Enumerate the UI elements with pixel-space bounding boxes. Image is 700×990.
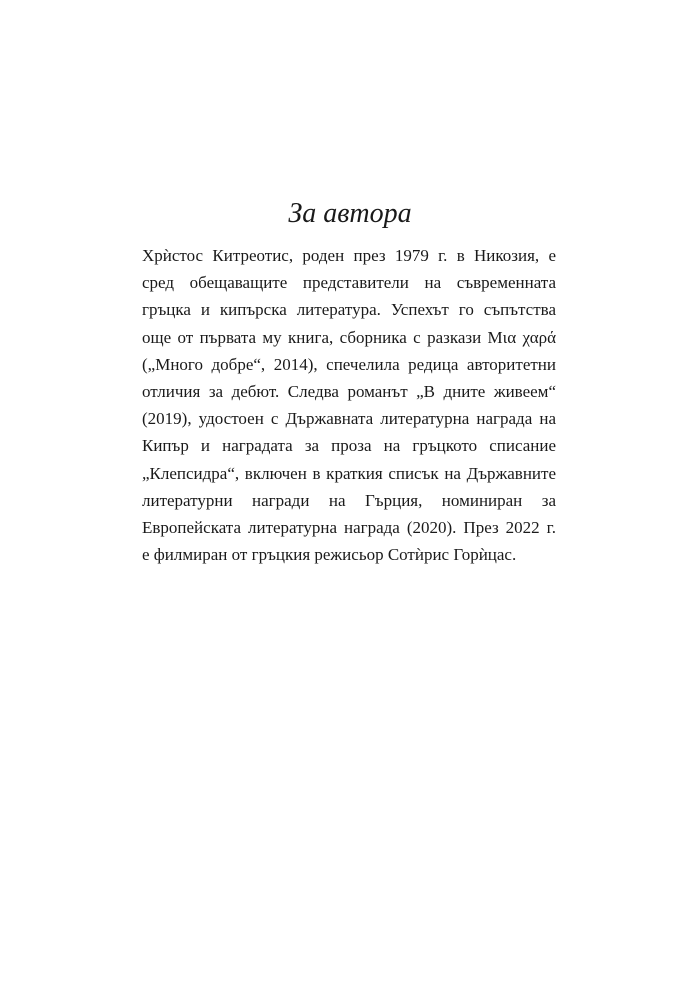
bio-line: (2019), удостоен с Държавната литературна награда на xyxy=(142,409,556,429)
bio-line: „Клепсидра“, включен в краткия списък на Държавните xyxy=(142,463,556,483)
bio-line: сред обещаващите представители на съвременната xyxy=(142,273,556,293)
bio-line: отличия за дебют. Следва романът „В дните живеем“ xyxy=(142,381,556,401)
bio-line: Европейската литературна награда (2020). През 2022 г. xyxy=(142,517,556,537)
bio-line: литературни награди на Гърция, номиниран за xyxy=(142,490,556,510)
page-title: За автора xyxy=(288,198,412,229)
bio-line: още от първата му книга, сборника с разкази Μια χαρά xyxy=(142,327,556,347)
bio-line: гръцка и кипърска литература. Успехът го съпътства xyxy=(142,300,556,320)
bio-line: („Много добре“, 2014), спечелила редица авторитетни xyxy=(142,354,556,374)
bio-line: Хрѝстос Китреотис, роден през 1979 г. в Никозия, е xyxy=(142,246,556,265)
bio-line: е филмиран от гръцкия режисьор Сотѝрис Горѝцас. xyxy=(142,545,517,565)
bio-line: Кипър и наградата за проза на гръцкото списание xyxy=(142,436,556,456)
author-bio xyxy=(142,242,556,568)
